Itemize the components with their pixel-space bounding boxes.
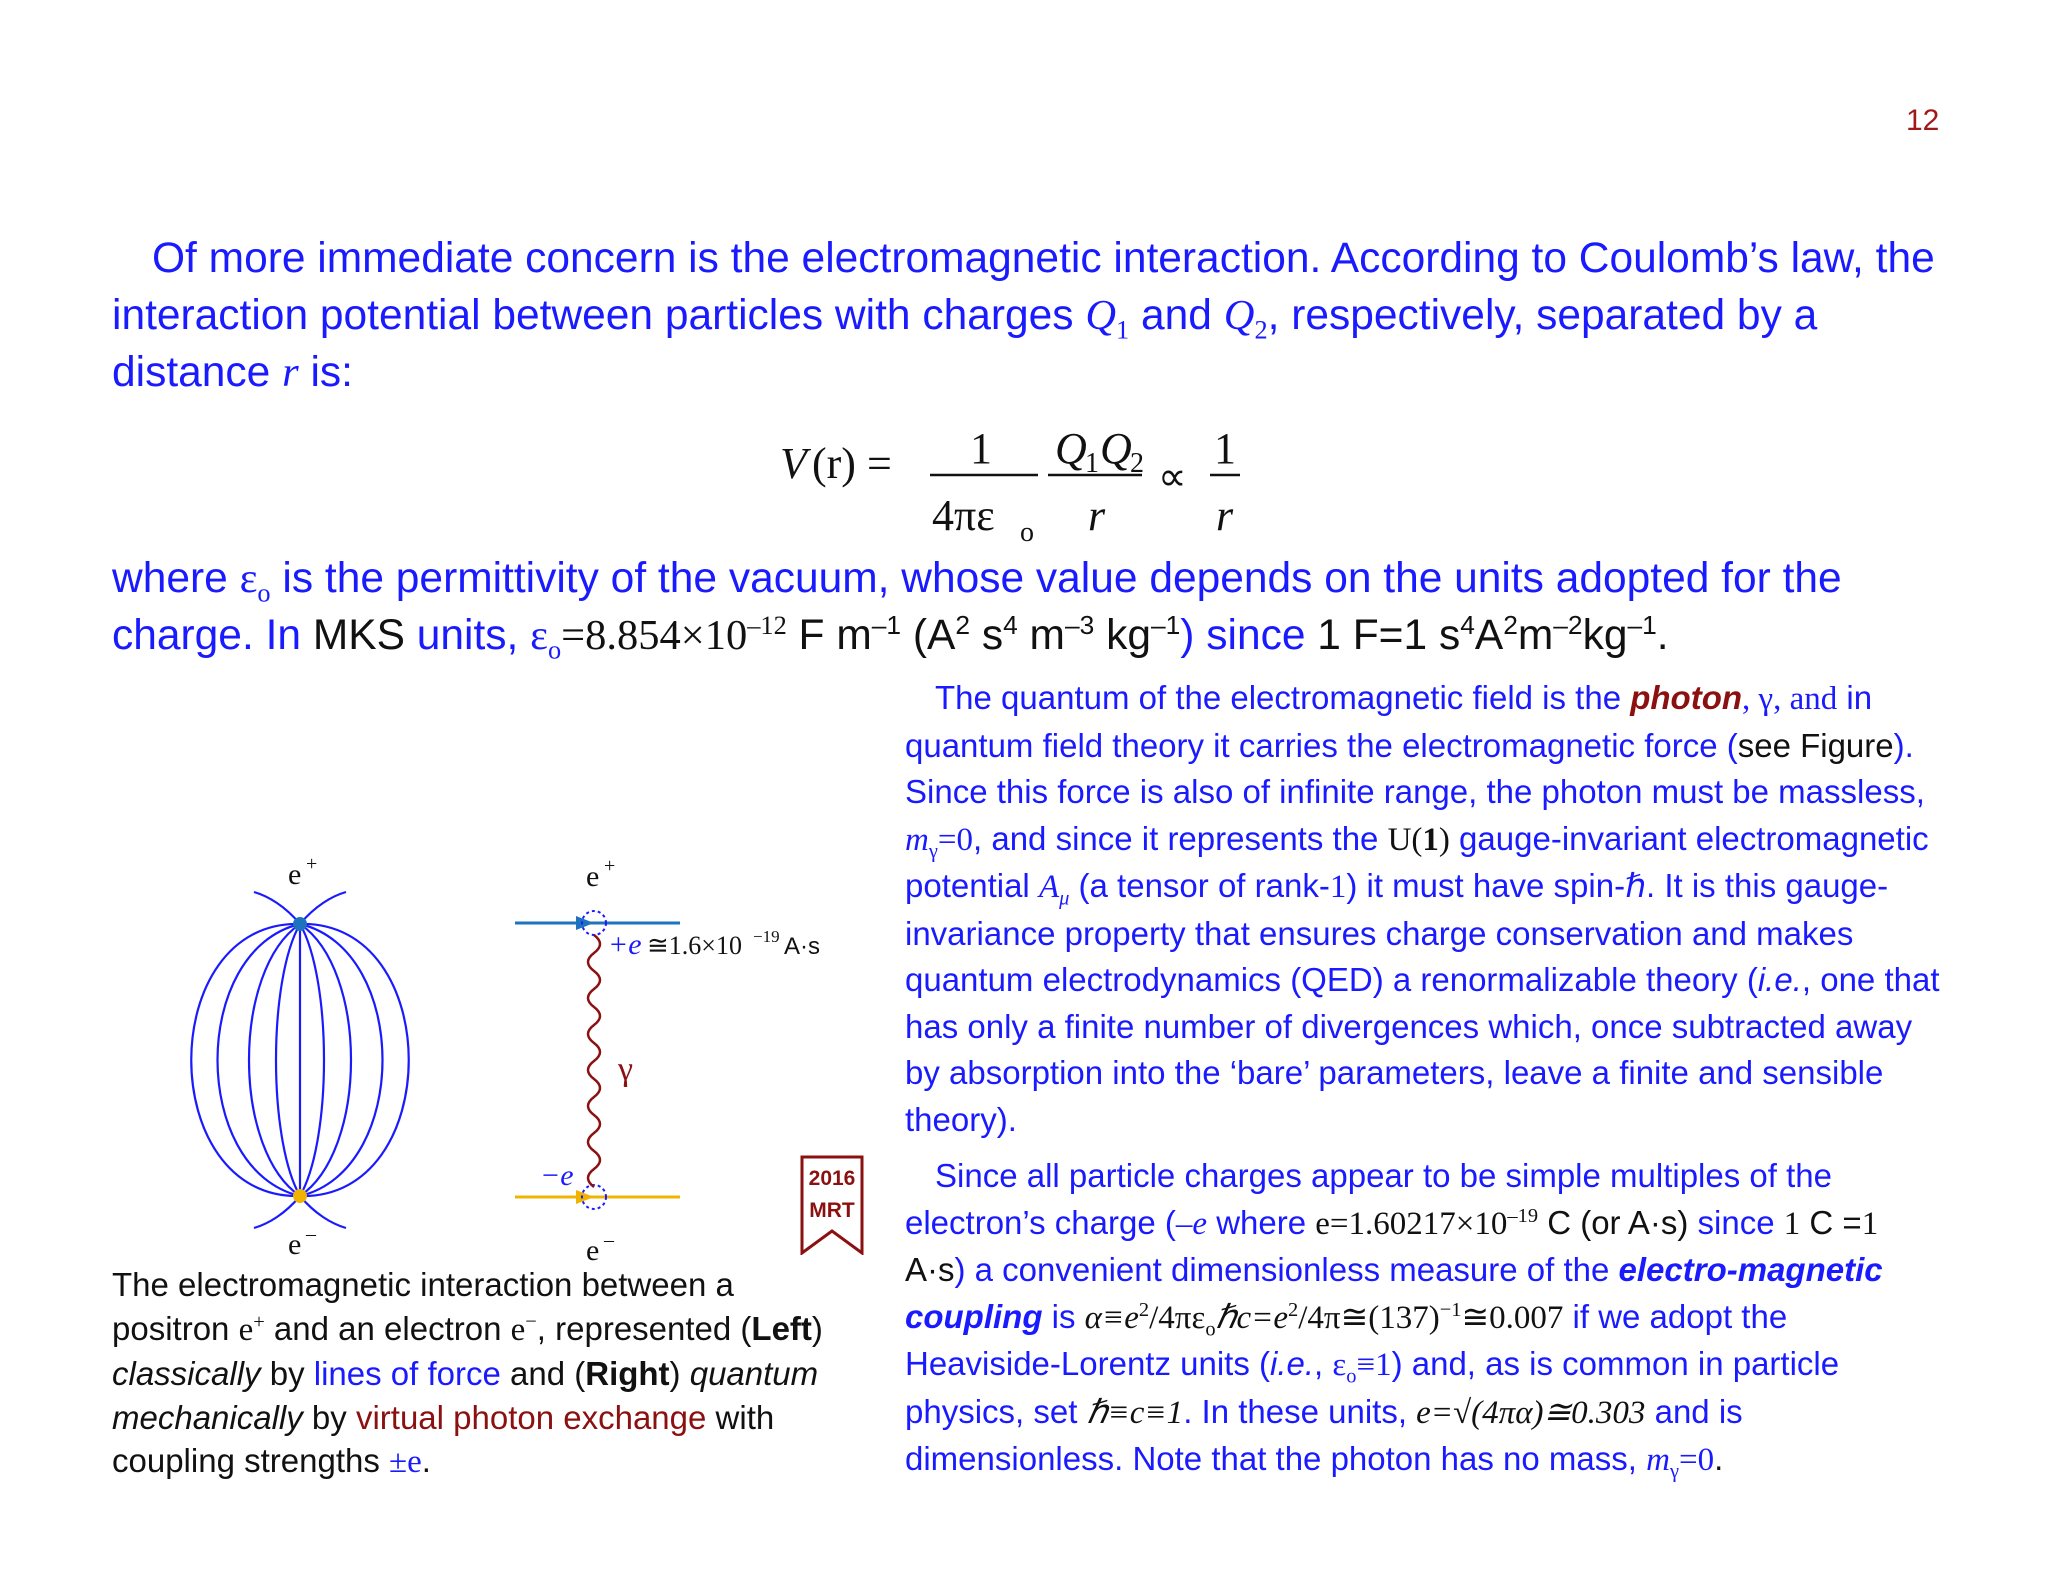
charge-unit: A·s: [784, 933, 820, 960]
left-electron-label: e: [288, 1228, 302, 1261]
eq-4pieps: 4πε: [932, 491, 995, 540]
intro-paragraph: Of more immediate concern is the electromagnetic interaction. According to Coulomb’s law, the interaction potential between particles with charges $Q_1$ and $Q_2$, respectively, separated by a distance r is:: [112, 235, 1935, 396]
eq-eps-sub: o: [1020, 517, 1034, 548]
charge-exp: −19: [753, 927, 780, 946]
eq-propto: ∝: [1158, 454, 1187, 499]
eq-q2-sub: 2: [1130, 448, 1144, 479]
page-number: 12: [1906, 104, 1940, 137]
eq-q2: Q: [1100, 424, 1132, 473]
right-electron-label: e: [586, 1234, 600, 1267]
copyright-badge: [800, 1155, 864, 1255]
coupling-paragraph: Since all particle charges appear to be simple multiples of the electron’s charge (–e where $e=1.60217\times 10^{-19}$ C (or A·s) since 1 C =1 A·s) a convenient dimensionless measure of the electro-magnetic coupling is $\alpha\equiv e^2/4\pi\varepsilon_o\hbar c=e^2/4\pi≅(137)^{-1}≅0.007$ if we adopt the Heaviside-Lorentz units (i.e., $\varepsilon_o\equiv 1$) and, as is common in particle physics, set ℏ≡c≡1. In these units, e=√(4πα)≅0.303 and is dimensionless. Note that the photon has no mass, $m_\gamma=0$.: [905, 1157, 1883, 1483]
positron-arrow: [576, 916, 594, 930]
electron-arrow: [576, 1190, 594, 1204]
photon-paragraph: The quantum of the electromagnetic field is the photon, γ, and in quantum field theory it carries the electromagnetic force (see Figure). Since this force is also of infinite range, the photon must be massless, $m_\gamma=0$, and since it represents the U(1) gauge-invariant electromagnetic potential $A_\mu$ (a tensor of rank-1) it must have spin-ℏ. It is this gauge-invariance property that ensures charge conservation and makes quantum electrodynamics (QED) a renormalizable theory (i.e., one that has only a finite number of divergences which, once subtracted away by absorption into the ‘bare’ parameters, leave a finite and sensible theory).: [905, 679, 1940, 1138]
left-positron-sup: +: [306, 853, 318, 875]
right-positron-label: e: [586, 860, 600, 893]
photon-wavy-line: [588, 935, 600, 1187]
left-positron-label: e: [288, 858, 302, 891]
eq-lhs-arg: (r) =: [812, 439, 892, 488]
badge-initials: MRT: [809, 1199, 855, 1222]
eq-one: 1: [970, 424, 992, 473]
eq-q1-sub: 1: [1085, 448, 1099, 479]
positron-dot: [293, 917, 307, 931]
eq-r: r: [1088, 491, 1106, 540]
minus-e-label: −e: [540, 1159, 574, 1192]
eq-q1: Q: [1055, 424, 1087, 473]
eq-one-2: 1: [1214, 424, 1236, 473]
plus-e-label: +e: [608, 928, 642, 961]
charge-value: ≅1.6×10: [647, 931, 742, 960]
eq-lhs: V: [780, 439, 807, 488]
interaction-figure: [150, 840, 870, 1270]
badge-year: 2016: [808, 1167, 856, 1190]
field-lines: [191, 892, 409, 1228]
coulomb-equation: [770, 408, 1290, 548]
permittivity-paragraph: where $\varepsilon_o$ is the permittivity of the vacuum, whose value depends on the units adopted for the charge. In MKS units, $\varepsilon_o=8.854\times 10^{-12}$ F $m^{-1}$ ($A^2$ $s^4$ $m^{-3}$ $kg^{-1}$) since 1 F=1 $s^4A^2m^{-2}kg^{-1}$.: [112, 555, 1842, 665]
left-electron-sup: –: [306, 1223, 316, 1245]
right-positron-sup: +: [604, 855, 616, 877]
right-electron-sup: –: [604, 1229, 614, 1251]
figure-caption: The electromagnetic interaction between a positron e+ and an electron e−, represented (Left) classically by lines of force and (Right) quantum mechanically by virtual photon exchange with coupling strengths ±e.: [112, 1266, 823, 1480]
gamma-label: γ: [618, 1051, 634, 1088]
eq-r-2: r: [1216, 491, 1234, 540]
electron-dot: [293, 1189, 307, 1203]
